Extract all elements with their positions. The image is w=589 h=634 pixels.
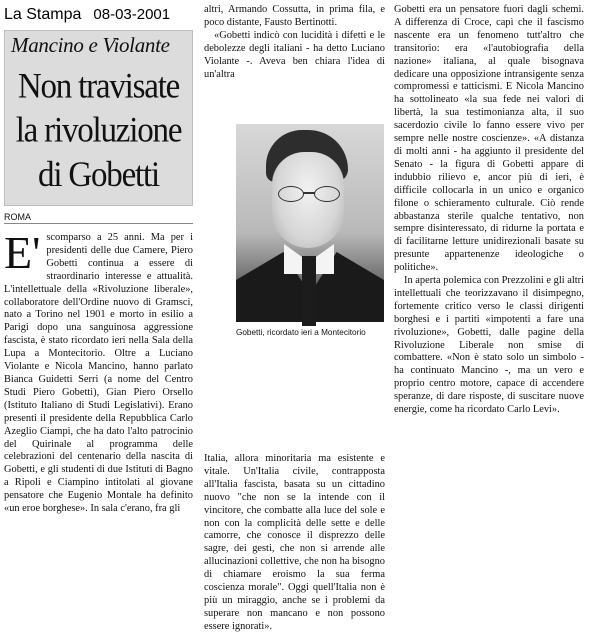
paragraph: In aperta polemica con Prezzolini e gli altri intellettuali che teorizzavano il disimpegno, fortemente critico verso le classi dirigenti borghesi e i partiti «impotenti a fare una rivoluzione», Gobetti, dalle pagine della Rivoluzione Liberale non smise di combattere. «Non è stato solo un simbolo - ha continuato Mancino -, ma un vero e proprio centro motore, capace di accendere speranze, di dare risposte, di suscitare nuove energie, come ha ricordato Carlo Levi». — [394, 275, 584, 416]
drop-cap: E' — [4, 227, 41, 278]
masthead — [4, 6, 194, 28]
headline — [9, 65, 188, 198]
paragraph: scomparso a 25 anni. Ma per i presidenti delle due Camere, Piero Gobetti continua a essere di straordinario interesse e attualità. L'intellettuale della «Rivoluzione liberale», collaboratore dell'Ordine nuovo di Gramsci, nato a Torino nel 1901 e morto in esilio a Parigi dopo una sanguinosa aggressione fascista, è stato ricordato ieri nella Sala della Lupa a Montecitorio. Oltre a Luciano Violante e Nicola Mancino, hanno parlato Bianca Guidetti Serri (a nome del Centro Studi Piero Gobetti), Gian Piero Orsello (Istituto Italiano di Studi Legislativi). Erano presenti il presidente della Repubblica Carlo Azeglio Ciampi, che ha dato l'alto patrocinio del Quirinale al programma delle celebrazioni del centenario della nascita di Gobetti, e gli studenti di due Istituti di Bagno a Ripoli e Ciampino intitolati al giovane pensatore che Eugenio Montale ha definito «un eroe borghese». In sala c'erano, fra gli — [4, 232, 193, 515]
paragraph: «Gobetti indicò con lucidità i difetti e le debolezze degli italiani - ha detto Luciano Violante -. Aveva ben chiara l'idea di un'altra — [204, 29, 385, 80]
article-column-1 — [4, 227, 193, 592]
headline-line-3: di Gobetti — [38, 155, 159, 195]
headline-line-2: la rivoluzione — [15, 111, 182, 151]
paragraph: Gobetti era un pensatore fuori dagli schemi. A differenza di Croce, capì che il fascismo nascente era un fenomeno tutt'altro che transitorio: era «l'autobiografia della nazione» italiana, al quale bisognava dedicare una opposizione intransigente senza compromessi e tatticismi. E Nicola Mancino ha sottolineato «la sua fede nei valori di libertà, la sua testimonianza alta, il suo sacerdozio civile lo fanno essere vivo per sempre nelle nostre coscienze». «A distanza di molti anni - ha aggiunto il presidente del Senato - la figura di Gobetti appare di indubbio rilievo e, ancor più di ieri, è difficile collocarla in un unico e organico filone o schieramento culturale. Ciò rende abbastanza sterile qualche tentativo, non sempre disinteressato, di ridurne la portata e di facilitarne letture unidirezionali basate su presunte appartenenze ideologiche o politiche». — [394, 4, 584, 274]
glasses-icon — [278, 186, 340, 202]
kicker: Mancino e Violante — [11, 33, 170, 57]
photo-caption: Gobetti, ricordato ieri a Montecitorio — [236, 328, 366, 337]
newspaper-name: La Stampa — [4, 6, 82, 23]
article-column-2-top — [204, 4, 385, 104]
dateline: ROMA — [4, 212, 193, 224]
article-column-2-bottom — [204, 453, 385, 632]
paragraph: altri, Armando Cossutta, in prima fila, e poco distante, Fausto Bertinotti. — [204, 4, 385, 28]
headline-box — [4, 30, 193, 206]
portrait-photo — [236, 124, 384, 322]
headline-line-1: Non travisate — [17, 67, 180, 107]
article-column-3 — [394, 4, 584, 592]
paragraph: Italia, allora minoritaria ma esistente e vitale. Un'Italia civile, contrapposta all'Italia fascista, basata su un cittadino nuovo "che non se la intende con il vincitore, che combatte alla luce del sole e non con la complicità delle sette e delle camorre, che conosce il disprezzo delle sagre, dei gesti, che non si arrende alle allucinazioni collettive, che non ha bisogno di chiamare eroismo la sua ferma coscienza morale". Oggi quell'Italia non è più un miraggio, anche se i problemi da superare non mancano e non possono essere ignorati». — [204, 453, 385, 632]
publication-date: 08-03-2001 — [93, 6, 171, 23]
